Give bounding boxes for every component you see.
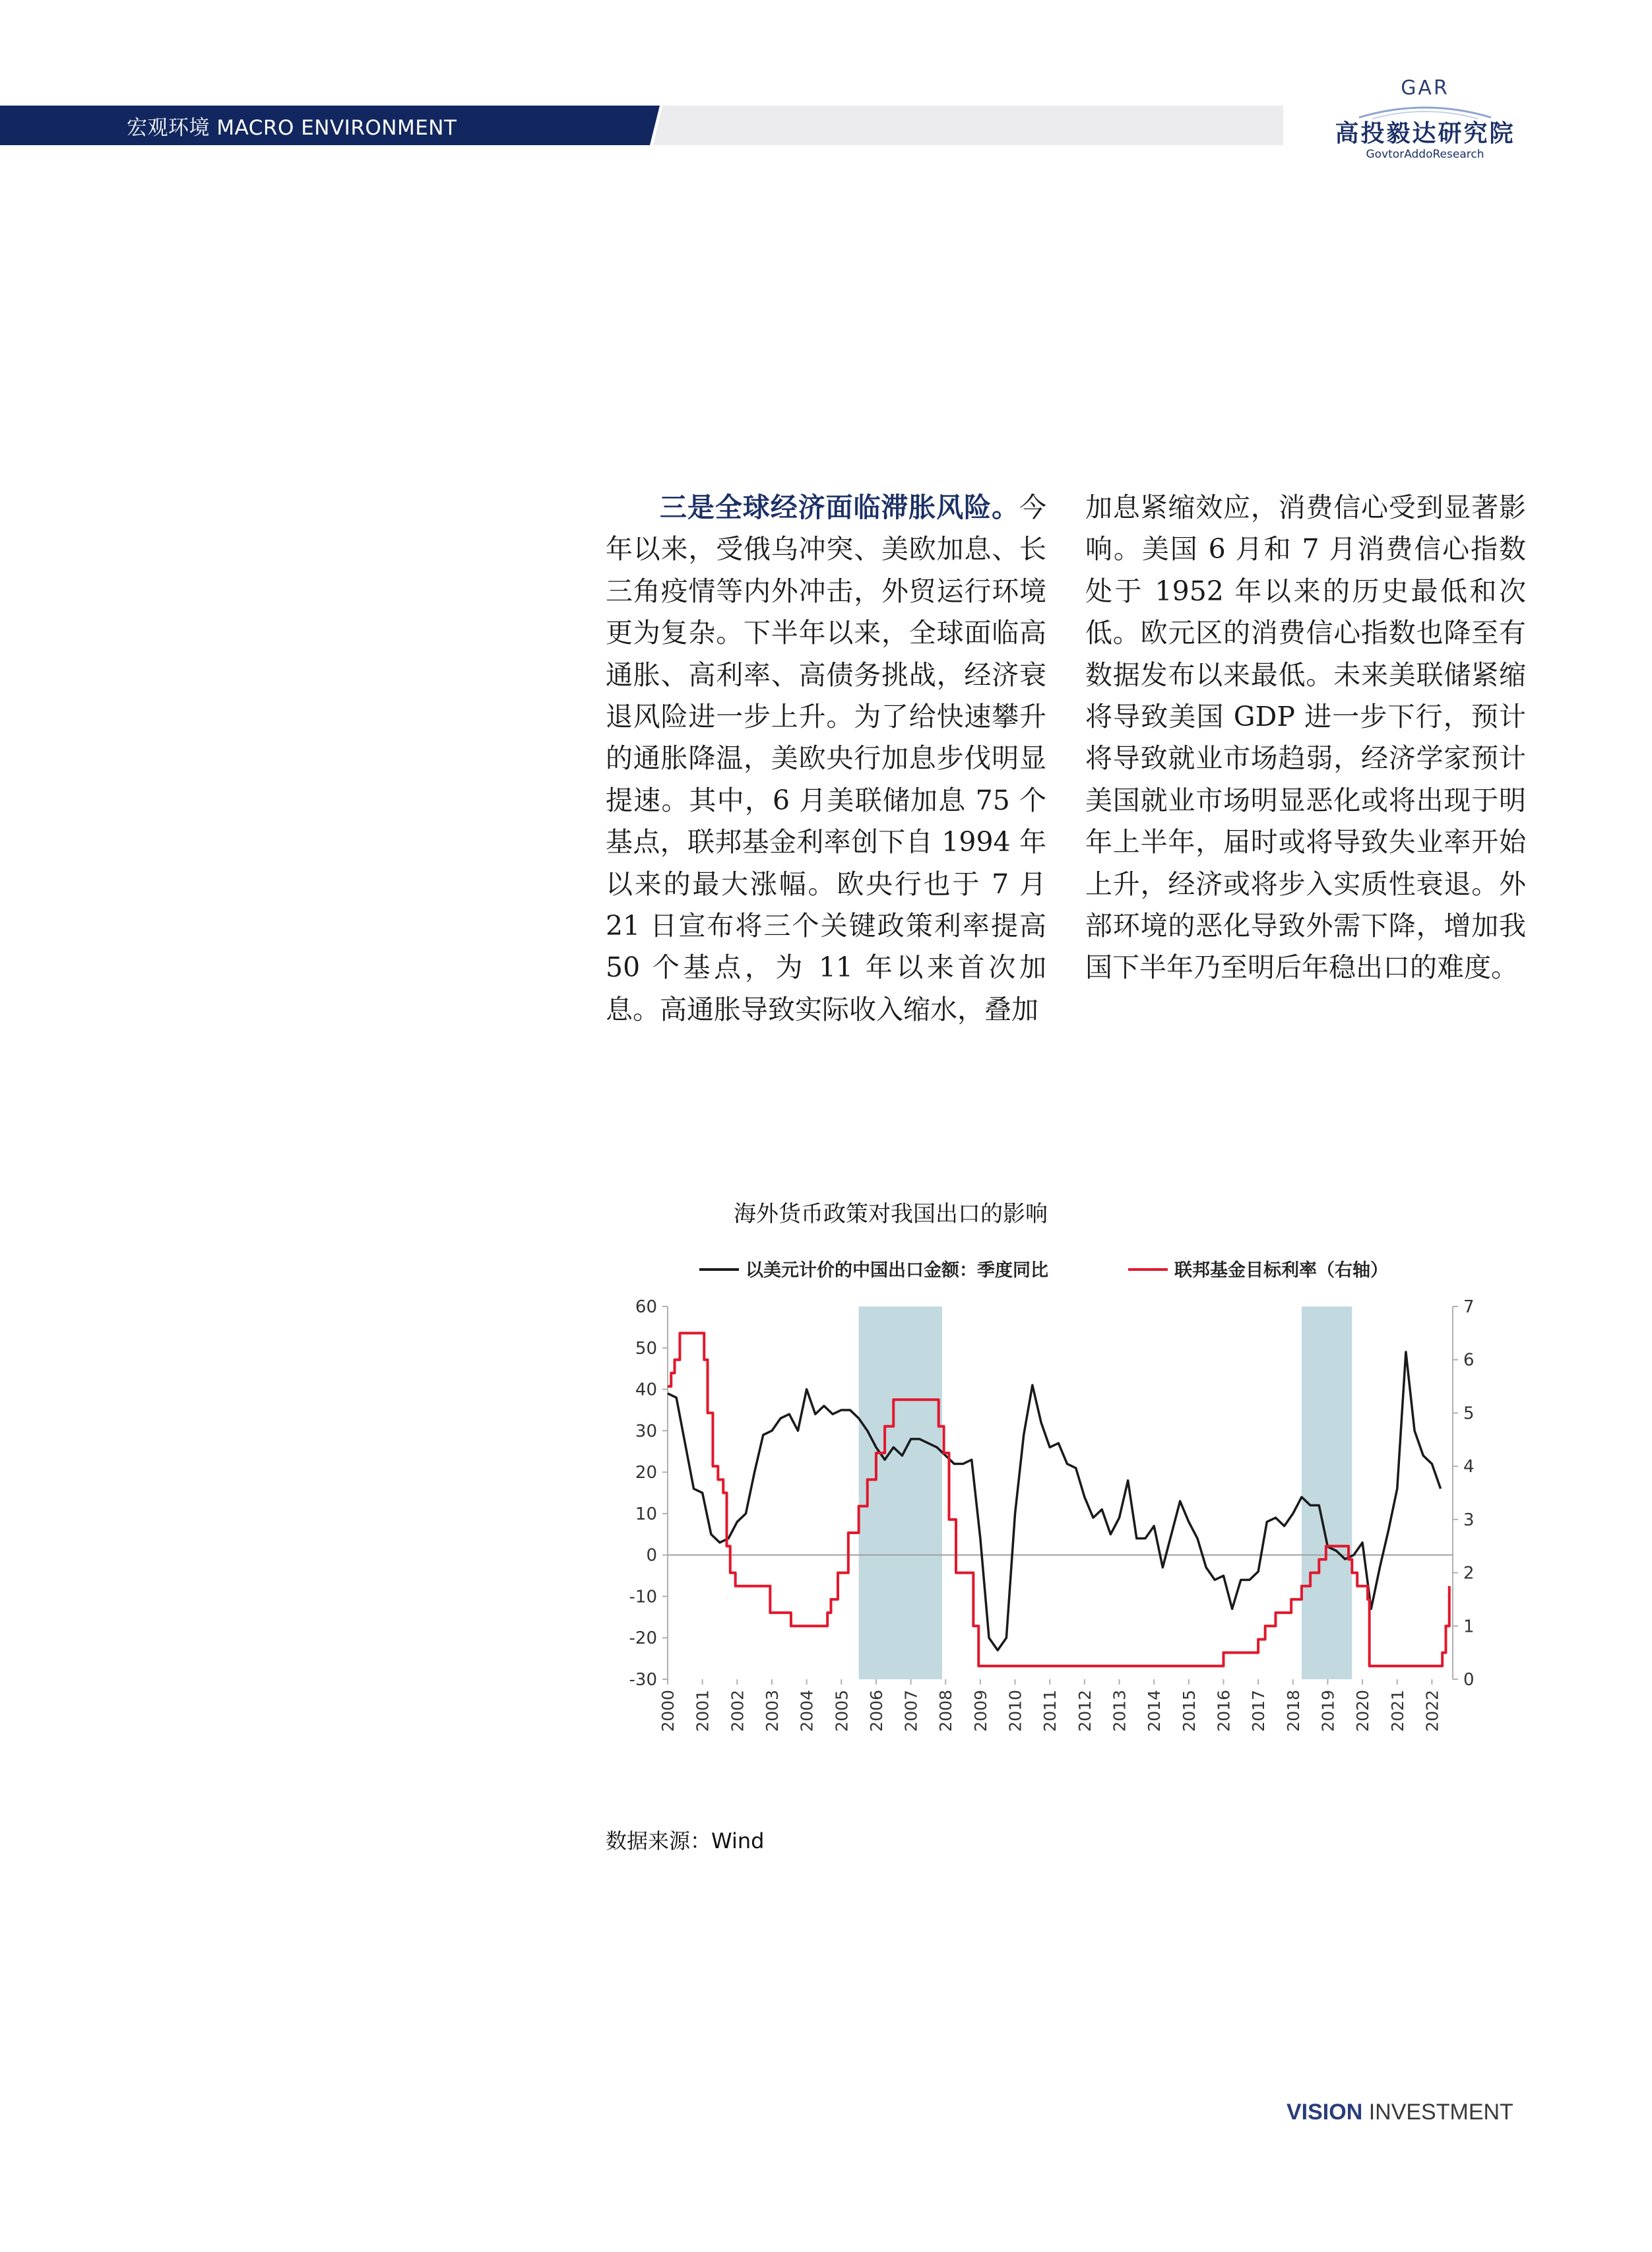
- x-tick-label: 2007: [901, 1690, 921, 1732]
- footer-brand-bold: VISION: [1287, 2100, 1363, 2125]
- legend-label-0: 以美元计价的中国出口金额：季度同比: [746, 1260, 1048, 1281]
- y-right-tick-label: 0: [1463, 1670, 1475, 1690]
- x-tick-label: 2022: [1422, 1690, 1442, 1732]
- x-tick-label: 2011: [1040, 1690, 1060, 1732]
- section-banner-extension: [653, 106, 1283, 145]
- y-right-tick-label: 4: [1463, 1457, 1475, 1477]
- article-column-right: [1085, 487, 1526, 989]
- logo-chinese-name: 高投毅达研究院: [1335, 120, 1515, 147]
- x-tick-label: 2020: [1353, 1690, 1373, 1732]
- y-left-tick-label: 50: [635, 1338, 657, 1359]
- x-tick-label: 2010: [1005, 1690, 1025, 1732]
- shaded-period-1: [1302, 1306, 1352, 1679]
- x-tick-label: 2004: [797, 1690, 817, 1732]
- x-tick-label: 2012: [1075, 1690, 1095, 1732]
- y-right-tick-label: 1: [1463, 1617, 1475, 1637]
- y-right-tick-label: 6: [1463, 1350, 1475, 1370]
- footer-brand-rest: INVESTMENT: [1362, 2100, 1513, 2125]
- y-left-tick-label: -20: [629, 1628, 657, 1649]
- x-tick-label: 2021: [1387, 1690, 1407, 1732]
- article-column-left: [606, 487, 1046, 1031]
- section-label: 宏观环境 MACRO ENVIRONMENT: [127, 116, 457, 140]
- y-left-tick-label: 30: [635, 1421, 657, 1442]
- x-tick-label: 2013: [1110, 1690, 1129, 1732]
- x-tick-label: 2001: [693, 1690, 713, 1732]
- data-source: 数据来源：Wind: [606, 1828, 765, 1853]
- x-tick-label: 2017: [1249, 1690, 1269, 1732]
- y-left-tick-label: -30: [629, 1670, 657, 1690]
- x-tick-label: 2018: [1283, 1690, 1303, 1732]
- x-tick-label: 2005: [832, 1690, 852, 1732]
- x-tick-label: 2015: [1179, 1690, 1199, 1732]
- x-tick-label: 2008: [936, 1690, 956, 1732]
- logo-english-name: GovtorAddoResearch: [1366, 148, 1484, 161]
- x-tick-label: 2014: [1145, 1690, 1164, 1732]
- shaded-period-0: [859, 1306, 942, 1679]
- x-tick-label: 2006: [866, 1690, 886, 1732]
- y-right-tick-label: 5: [1463, 1403, 1475, 1424]
- y-left-tick-label: 40: [635, 1380, 657, 1400]
- article-lead: 三是全球经济面临滞胀风险。: [660, 492, 1019, 523]
- x-tick-label: 2000: [658, 1690, 678, 1732]
- y-left-tick-label: 0: [646, 1545, 657, 1566]
- y-left-tick-label: 20: [635, 1463, 657, 1483]
- y-left-tick-label: -10: [629, 1587, 657, 1607]
- y-left-tick-label: 60: [635, 1297, 657, 1317]
- legend-label-1: 联邦基金目标利率（右轴）: [1174, 1260, 1388, 1281]
- x-tick-label: 2016: [1214, 1690, 1234, 1732]
- chart-title: 海外货币政策对我国出口的影响: [734, 1201, 1048, 1227]
- x-tick-label: 2003: [762, 1690, 782, 1732]
- logo-acronym: GAR: [1401, 77, 1449, 100]
- y-left-tick-label: 10: [635, 1504, 657, 1524]
- export-vs-fed-rate-chart: [594, 1240, 1475, 1755]
- article-col2-text: 加息紧缩效应，消费信心受到显著影响。美国 6 月和 7 月消费信心指数处于 1952 年以来的历史最低和次低。欧元区的消费信心指数也降至有数据发布以来最低。未来美联储紧缩将导致美国 GDP 进一步下行，预计将导致就业市场趋弱，经济学家预计美国就业市场明显恶化或将出现于明年上半年，届时或将导致失业率开始上升，经济或将步入实质性衰退。外部环境的恶化导致外需下降，增加我国下半年乃至明后年稳出口的难度。: [1085, 492, 1526, 984]
- y-right-tick-label: 7: [1463, 1297, 1475, 1317]
- footer-brand: [1287, 2100, 1513, 2125]
- y-right-tick-label: 3: [1463, 1510, 1475, 1530]
- x-tick-label: 2019: [1318, 1690, 1338, 1732]
- y-right-tick-label: 2: [1463, 1563, 1475, 1584]
- article-col1-text: 今年以来，受俄乌冲突、美欧加息、长三角疫情等内外冲击，外贸运行环境更为复杂。下半年以来，全球面临高通胀、高利率、高债务挑战，经济衰退风险进一步上升。为了给快速攀升的通胀降温，美欧央行加息步伐明显提速。其中，6 月美联储加息 75 个基点，联邦基金利率创下自 1994 年以来的最大涨幅。欧央行也于 7 月 21 日宣布将三个关键政策利率提高 50 个基点，为 11 年以来首次加息。高通胀导致实际收入缩水，叠加: [606, 492, 1046, 1025]
- gar-logo: [1313, 74, 1537, 166]
- x-tick-label: 2009: [970, 1690, 990, 1732]
- x-tick-label: 2002: [728, 1690, 747, 1732]
